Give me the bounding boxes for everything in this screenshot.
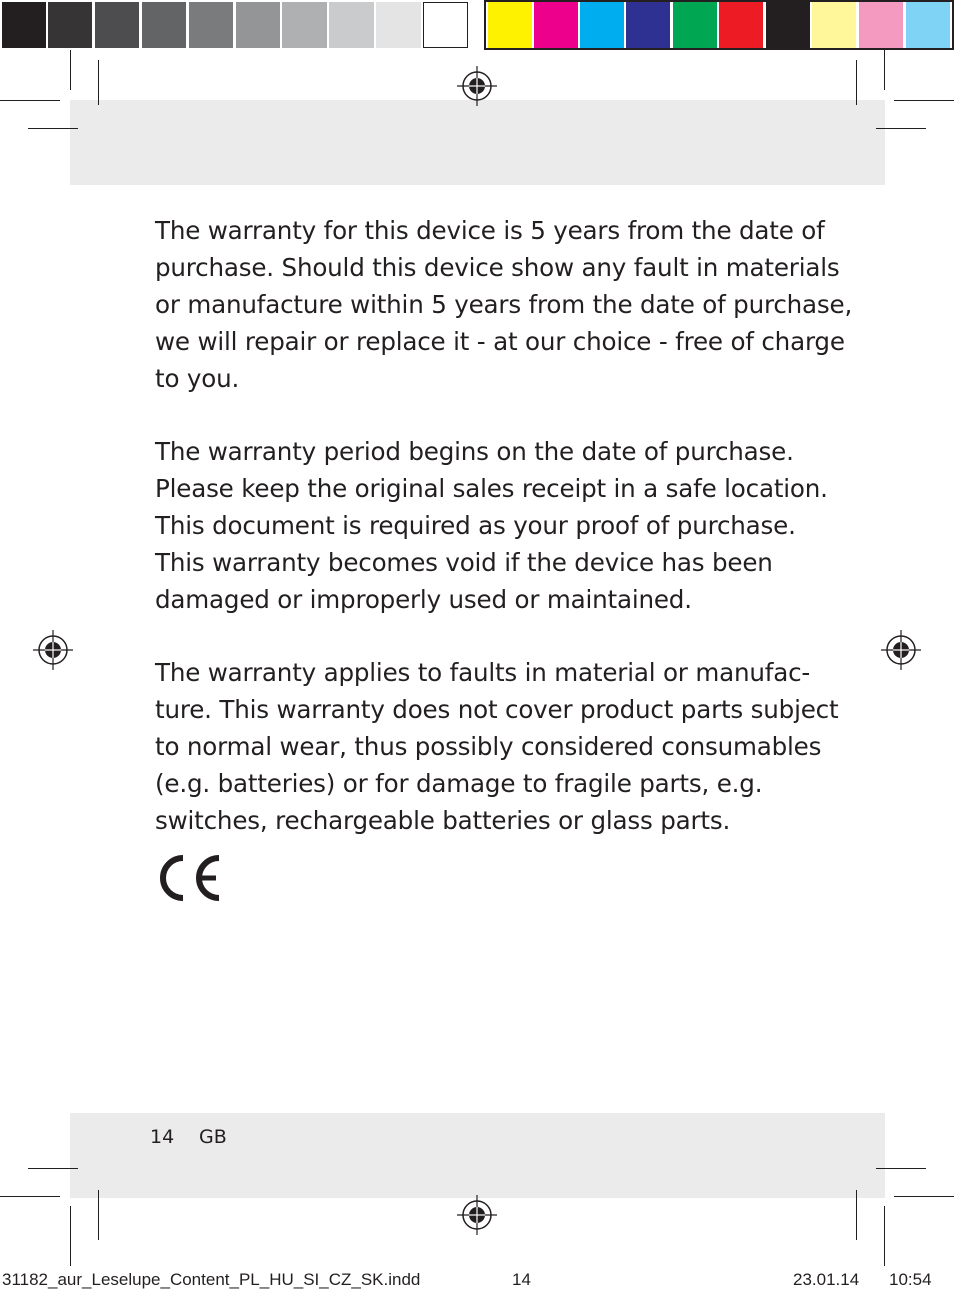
color-swatch (673, 2, 717, 48)
crop-mark-icon (856, 60, 857, 105)
registration-mark-icon (457, 66, 497, 106)
registration-mark-icon (881, 630, 921, 670)
color-swatch (142, 2, 186, 48)
text-line: ture. This warranty does not cover product parts subject (155, 695, 839, 724)
text-line: Please keep the original sales receipt in a safe location. (155, 474, 828, 503)
slug-time: 10:54 (889, 1270, 932, 1289)
text-line: to you. (155, 364, 240, 393)
text-line: to normal wear, thus possibly considered consumables (155, 732, 822, 761)
text-line: This warranty becomes void if the device has been (155, 548, 773, 577)
crop-mark-icon (70, 50, 71, 90)
crop-mark-icon (0, 100, 60, 101)
warranty-paragraph (155, 212, 853, 397)
color-swatch (906, 2, 950, 48)
crop-mark-icon (98, 60, 99, 105)
crop-mark-icon (894, 1196, 954, 1197)
color-swatch (236, 2, 280, 48)
color-calibration-bar (0, 0, 954, 50)
registration-mark-icon (457, 1195, 497, 1235)
registration-mark-icon (33, 630, 73, 670)
warranty-paragraph (155, 433, 828, 618)
crop-mark-icon (876, 1168, 926, 1169)
crop-mark-icon (0, 1196, 60, 1197)
color-swatch (812, 2, 856, 48)
crop-mark-icon (876, 128, 926, 129)
color-swatch (423, 2, 468, 48)
crop-mark-icon (70, 1206, 71, 1266)
crop-mark-icon (894, 100, 954, 101)
slug-date: 23.01.14 (793, 1270, 860, 1289)
color-swatch (488, 2, 532, 48)
text-line: damaged or improperly used or maintained. (155, 585, 692, 614)
crop-mark-icon (884, 1206, 885, 1266)
text-line: The warranty applies to faults in material or manufac- (155, 658, 811, 687)
color-swatch (534, 2, 578, 48)
crop-mark-icon (884, 50, 885, 90)
crop-mark-icon (98, 1190, 99, 1240)
text-line: This document is required as your proof of purchase. (155, 511, 796, 540)
color-swatch (859, 2, 903, 48)
color-swatch (376, 2, 421, 48)
color-swatch (189, 2, 233, 48)
text-line: The warranty for this device is 5 years from the date of (155, 216, 825, 245)
crop-mark-icon (28, 128, 78, 129)
color-swatch (282, 2, 327, 48)
text-line: The warranty period begins on the date of purchase. (155, 437, 794, 466)
color-swatch (95, 2, 139, 48)
text-line: we will repair or replace it - at our choice - free of charge (155, 327, 845, 356)
crop-mark-icon (856, 1190, 857, 1240)
warranty-paragraph (155, 654, 839, 839)
slug-file-name: 31182_aur_Leselupe_Content_PL_HU_SI_CZ_SK.indd (2, 1270, 421, 1289)
color-swatch (766, 2, 810, 48)
color-swatch (329, 2, 374, 48)
text-line: or manufacture within 5 years from the date of purchase, (155, 290, 853, 319)
footer-band (70, 1113, 885, 1198)
color-swatch (719, 2, 763, 48)
color-swatch (2, 2, 46, 48)
slug-page: 14 (512, 1270, 531, 1289)
warranty-text (155, 212, 853, 875)
color-swatch (580, 2, 624, 48)
crop-mark-icon (28, 1168, 78, 1169)
text-line: switches, rechargeable batteries or glass parts. (155, 806, 731, 835)
header-band (70, 100, 885, 185)
language-code: GB (199, 1126, 227, 1148)
text-line: purchase. Should this device show any fault in materials (155, 253, 840, 282)
color-swatch (626, 2, 670, 48)
text-line: (e.g. batteries) or for damage to fragile parts, e.g. (155, 769, 763, 798)
page-number: 14 (150, 1126, 175, 1148)
ce-mark-icon (153, 853, 223, 903)
color-swatch (48, 2, 92, 48)
